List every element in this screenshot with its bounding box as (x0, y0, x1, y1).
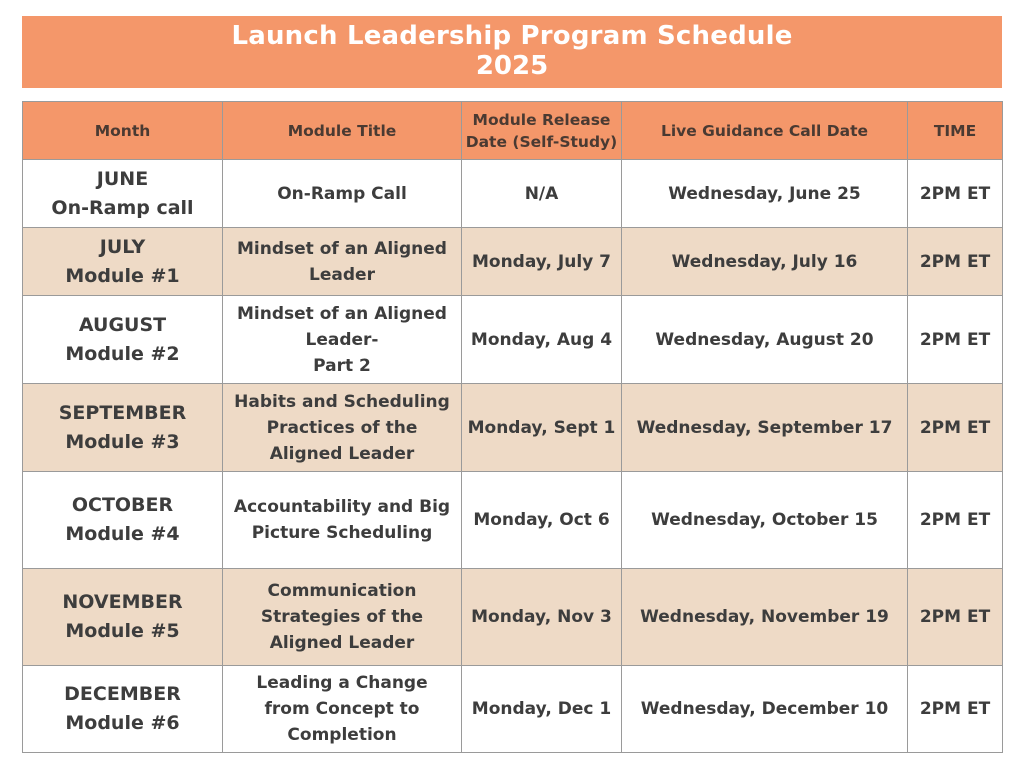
release-date-cell: Monday, Nov 3 (462, 569, 622, 666)
module-title-line: Part 2 (313, 355, 371, 376)
month-cell (23, 666, 223, 753)
time-cell: 2PM ET (908, 228, 1003, 296)
month-cell (23, 472, 223, 569)
release-date-cell: N/A (462, 160, 622, 228)
module-label: Module #2 (65, 342, 180, 365)
time-cell: 2PM ET (908, 472, 1003, 569)
module-title-line: Practices of the (266, 417, 418, 438)
module-title-cell (223, 384, 462, 472)
time-cell: 2PM ET (908, 666, 1003, 753)
call-date-cell: Wednesday, October 15 (622, 472, 908, 569)
module-title-line: Aligned Leader (269, 633, 415, 653)
call-date-cell: Wednesday, September 17 (622, 384, 908, 472)
module-title-line: Leading a Change (256, 673, 428, 693)
month-label: DECEMBER (64, 683, 181, 705)
release-date-cell: Monday, Oct 6 (462, 472, 622, 569)
call-date-cell: Wednesday, December 10 (622, 666, 908, 753)
table-row (23, 666, 1003, 753)
month-label: SEPTEMBER (58, 401, 187, 424)
time-cell: 2PM ET (908, 569, 1003, 666)
call-date-cell: Wednesday, July 16 (622, 228, 908, 296)
module-title-cell (223, 296, 462, 384)
header-call-date: Live Guidance Call Date (622, 102, 908, 160)
module-title-line: from Concept to (264, 699, 420, 719)
module-title-cell (223, 228, 462, 296)
call-date-cell: Wednesday, June 25 (622, 160, 908, 228)
header-release-date-line2: Date (Self-Study) (465, 132, 618, 151)
schedule-table (22, 101, 1003, 753)
month-label: OCTOBER (71, 494, 174, 516)
call-date-cell: Wednesday, November 19 (622, 569, 908, 666)
module-label: On-Ramp call (51, 196, 194, 219)
module-title-line: Habits and Scheduling (234, 391, 450, 412)
header-month: Month (23, 102, 223, 160)
module-title-line: Leader (309, 264, 375, 285)
module-title-line: Picture Scheduling (251, 523, 433, 543)
page-title: Launch Leadership Program Schedule (231, 21, 793, 51)
table-row (23, 569, 1003, 666)
module-title-line: Aligned Leader (269, 443, 415, 464)
module-title-line: Completion (287, 725, 397, 745)
month-cell (23, 569, 223, 666)
table-row (23, 296, 1003, 384)
month-cell (23, 160, 223, 228)
month-label: AUGUST (78, 313, 167, 336)
module-title-line: Leader- (305, 329, 379, 350)
module-title-cell (223, 160, 462, 228)
title-banner (22, 16, 1002, 88)
month-cell (23, 228, 223, 296)
header-time: TIME (908, 102, 1003, 160)
module-title-cell (223, 666, 462, 753)
month-label: JULY (99, 235, 146, 258)
table-row (23, 384, 1003, 472)
table-row (23, 228, 1003, 296)
module-title-line: Mindset of an Aligned (237, 238, 447, 259)
header-release-date (462, 102, 622, 160)
module-label: Module #3 (65, 430, 180, 453)
module-title-cell (223, 569, 462, 666)
module-title-line: Mindset of an Aligned (237, 303, 447, 324)
month-cell (23, 296, 223, 384)
module-label: Module #1 (65, 264, 180, 287)
time-cell: 2PM ET (908, 296, 1003, 384)
call-date-cell: Wednesday, August 20 (622, 296, 908, 384)
month-label: JUNE (96, 167, 149, 190)
module-title-line: Communication (267, 581, 417, 601)
module-title-cell (223, 472, 462, 569)
release-date-cell: Monday, July 7 (462, 228, 622, 296)
module-label: Module #5 (65, 620, 180, 642)
module-label: Module #4 (65, 523, 180, 545)
module-title-line: Strategies of the (260, 607, 424, 627)
table-header-row (23, 102, 1003, 160)
module-label: Module #6 (65, 712, 180, 734)
release-date-cell: Monday, Dec 1 (462, 666, 622, 753)
time-cell: 2PM ET (908, 160, 1003, 228)
header-module-title: Module Title (223, 102, 462, 160)
table-row (23, 160, 1003, 228)
header-release-date-line1: Module Release (472, 110, 611, 129)
release-date-cell: Monday, Sept 1 (462, 384, 622, 472)
month-cell (23, 384, 223, 472)
table-row (23, 472, 1003, 569)
release-date-cell: Monday, Aug 4 (462, 296, 622, 384)
module-title-line: Accountability and Big (233, 497, 451, 517)
month-label: NOVEMBER (62, 591, 183, 613)
page-year: 2025 (475, 51, 549, 81)
time-cell: 2PM ET (908, 384, 1003, 472)
module-title-line: On-Ramp Call (277, 183, 407, 204)
